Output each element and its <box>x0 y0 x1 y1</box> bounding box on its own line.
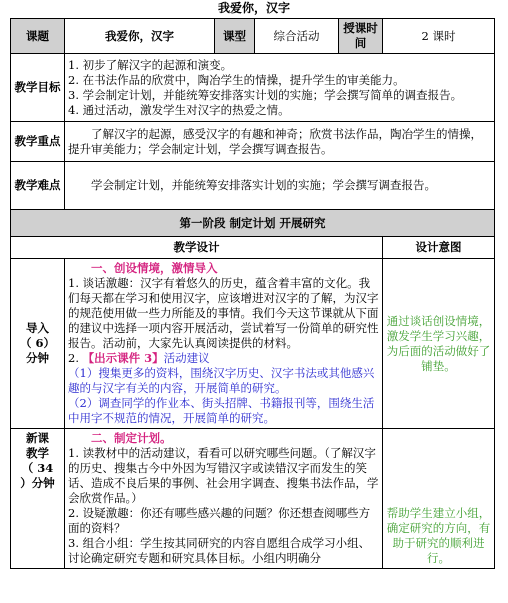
newlesson-paragraph: 1. 读教材中的活动建议，看看可以研究哪些问题。（了解汉字的历史、搜集古今中外因为写错汉字或读错汉字而发生的笑话、造成不良后果的事例、社会用字调查、搜集书法作品，学会欣赏作品。） <box>68 446 379 505</box>
subject-label: 课题 <box>11 19 65 54</box>
lesson-plan-table <box>10 18 495 569</box>
courseware-tag: 【出示课件 3】 <box>82 351 164 365</box>
hours-value: 2 课时 <box>383 19 495 54</box>
activity-suggestion: 活动建议 <box>163 351 210 365</box>
intro-label-line: 分钟 <box>26 351 49 365</box>
intro-label-line: （ 6） <box>19 336 55 350</box>
design-header: 教学设计 <box>11 237 383 259</box>
difficulties-row <box>11 162 495 210</box>
newlesson-label-line: 新课 <box>26 431 49 445</box>
design-header-row <box>11 237 495 259</box>
newlesson-content <box>65 429 383 569</box>
type-label: 课型 <box>215 19 255 54</box>
difficulties-label: 教学难点 <box>11 162 65 210</box>
goal-item: 1. 初步了解汉字的起源和演变。 <box>68 57 233 72</box>
newlesson-heading: 二、制定计划。 <box>91 431 172 445</box>
newlesson-intent: 帮助学生建立小组，确定研究的方向，有助于研究的顺利进行。 <box>383 429 495 569</box>
goal-item: 3. 学会制定计划，并能统筹安排落实计划的实施；学会撰写简单的调查报告。 <box>68 87 463 102</box>
intent-header: 设计意图 <box>383 237 495 259</box>
newlesson-label <box>11 429 65 569</box>
intro-paragraph: 1. 谈话激趣：汉字有着悠久的历史，蕴含着丰富的文化。我们每天都在学习和使用汉字，应该增进对汉字的了解，为汉字的规范使用做一些力所能及的事情。我们今天这节课就从下面的建议中选择一项内容开展活动，尝试着写一份简单的研究性报告。活动前，大家先认真阅读提供的材料。 <box>68 276 379 350</box>
intro-label-line: 导入 <box>26 321 49 335</box>
intro-courseware-line <box>68 351 379 366</box>
intro-intent: 通过谈话创设情境，激发学生学习兴趣，为后面的活动做好了铺垫。 <box>383 259 495 429</box>
newlesson-label-line: 教学 <box>26 446 49 460</box>
goals-content <box>65 54 495 122</box>
stage-row <box>11 210 495 237</box>
subject-value: 我爱你，汉字 <box>65 19 215 54</box>
goals-row <box>11 54 495 122</box>
hours-label: 授课时间 <box>339 19 383 54</box>
intro-row <box>11 259 495 429</box>
newlesson-label-line: （ 34 <box>21 461 54 475</box>
difficulties-text: 学会制定计划，并能统筹安排落实计划的实施；学会撰写调查报告。 <box>65 162 495 210</box>
newlesson-row <box>11 429 495 569</box>
suggestion-item: （2）调查同学的作业本、街头招牌、书籍报刊等，围绕生活中用字不规范的情况，开展简单的研究。 <box>68 396 375 425</box>
newlesson-paragraph: 2. 设疑激趣：你还有哪些感兴趣的问题？你还想查阅哪些方面的资料？ <box>68 506 371 535</box>
intro-content <box>65 259 383 429</box>
goal-item: 4. 通过活动，激发学生对汉字的热爱之情。 <box>68 102 290 117</box>
keypoints-text: 了解汉字的起源，感受汉字的有趣和神奇；欣赏书法作品，陶冶学生的情操，提升审美能力；学会制定计划，学会撰写调查报告。 <box>65 122 495 162</box>
newlesson-label-line: ）分钟 <box>20 476 55 490</box>
stage-title: 第一阶段 制定计划 开展研究 <box>11 210 495 237</box>
header-row <box>11 19 495 54</box>
intro-heading: 一、创设情境，激情导入 <box>91 261 218 275</box>
type-value: 综合活动 <box>255 19 339 54</box>
goals-label: 教学目标 <box>11 54 65 122</box>
keypoints-row <box>11 122 495 162</box>
keypoints-label: 教学重点 <box>11 122 65 162</box>
suggestion-item: （1）搜集更多的资料，围绕汉字历史、汉字书法或其他感兴趣的与汉字有关的内容，开展简单的研究。 <box>68 366 375 395</box>
goal-item: 2. 在书法作品的欣赏中，陶冶学生的情操，提升学生的审美能力。 <box>68 72 405 87</box>
page-title: 我爱你，汉字 <box>217 1 290 15</box>
intro-p2-prefix: 2. <box>68 351 83 365</box>
intro-label <box>11 259 65 429</box>
newlesson-paragraph: 3. 组合小组：学生按其同研究的内容自愿组合成学习小组、讨论确定研究专题和研究具体目标。小组内明确分 <box>68 536 371 565</box>
